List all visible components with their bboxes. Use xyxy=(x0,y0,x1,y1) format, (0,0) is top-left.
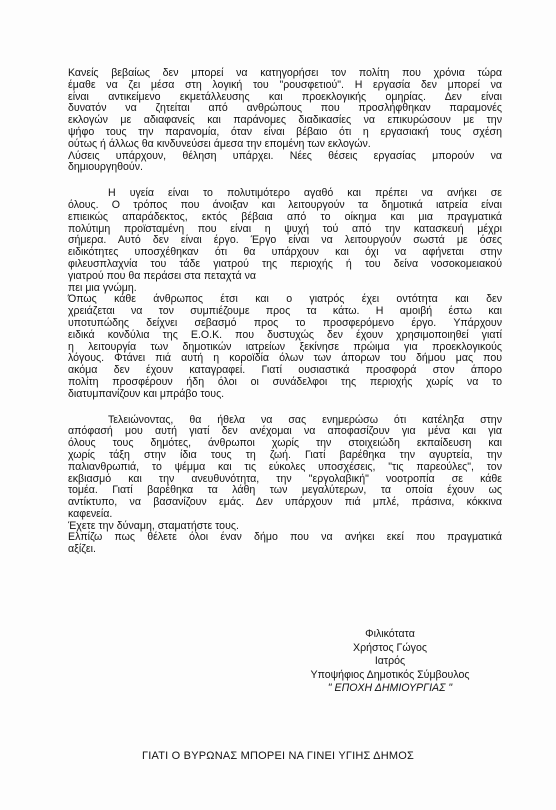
text-line: είναι αντικείμενο εκμετάλλευσης και προεκλογικής ομηρίας. Δεν είναι xyxy=(68,90,502,103)
text-line: λόγους. Φτάνει πιά αυτή η κοροϊδία όλων των άπορων του δήμου μας που xyxy=(68,352,502,365)
text-line: ούτως ή άλλως θα κινδυνεύσει άμεσα την επομένη των εκλογών. xyxy=(68,137,371,150)
text-line: χρειάζεται να τον συμπιέζουμε προς τα κάτω. Η αμοιβή έστω και xyxy=(68,305,502,318)
text-line: καφενεία. xyxy=(68,507,113,520)
text-line: πολύτιμη προϊσταμένη που είναι η ψυχή τού από την κατασκευή μέχρι xyxy=(68,222,502,235)
text-line: Ελπίζω πως θέλετε όλοι έναν δήμο που να ανήκει εκεί που πραγματικά xyxy=(68,531,502,544)
text-line: Έχετε την δύναμη, σταματήστε τους. xyxy=(68,519,239,532)
text-line: ακόμα δεν έχουν καταγραφεί. Γιατί ουσιαστικά προσφορά στον άπορο xyxy=(68,364,502,377)
text-line: έμαθε να ζει μέσα στη λογική του "ρουσφετιού". Η εργασία δεν μπορεί να xyxy=(68,78,502,91)
text-line: τομέα. Γιατί βαρέθηκα τα λάθη των μεγαλύτερων, τα οποία έχουν ως xyxy=(68,484,502,497)
text-line: ειδικά κονδύλια της Ε.Ο.Κ. που δυστυχώς δεν έχουν χρησιμοποιηθεί γιατί xyxy=(68,328,502,341)
author-profession: Ιατρός xyxy=(374,655,406,668)
letter-body xyxy=(68,68,502,556)
paragraph-conclusion xyxy=(68,415,502,521)
text-line: ειδικότητες υποσχέθηκαν ότι θα υπάρχουν και όχι να αφήνεται στην xyxy=(68,246,502,259)
text-line: υποτυπώδης δείχνει σεβασμό προς το προσφερόμενο έργο. Υπάρχουν xyxy=(68,316,502,329)
text-line: Τελειώνοντας, θα ήθελα να σας ενημερώσω ότι κατέληξα στην xyxy=(108,413,502,426)
text-line: Η υγεία είναι το πολυτιμότερο αγαθό και πρέπει να ανήκει σε xyxy=(108,187,502,200)
author-role: Υποψήφιος Δημοτικός Σύμβουλος xyxy=(310,668,470,681)
closing-salutation: Φιλικότατα xyxy=(365,628,415,640)
text-line: Όπως κάθε άνθρωπος έτσι και ο γιατρός έχει οντότητα και δεν xyxy=(68,293,502,306)
text-line: διατυμπανίζουν και μπράβο τους. xyxy=(68,387,225,400)
text-line: αξίζει. xyxy=(68,543,96,556)
text-line: σήμερα. Αυτό δεν είναι έργο. Έργο είναι να λειτουργούν σωστά με όσες xyxy=(68,234,502,247)
party-name: " ΕΠΟΧΗ ΔΗΜΙΟΥΡΓΙΑΣ " xyxy=(327,682,453,695)
text-line: απόφασή μου αυτή γιατί δεν ανέχομαι να αποφασίζουν για μένα και για xyxy=(68,425,502,438)
text-line: χωρίς τάξη στην ίδια τους τη ζωή. Γιατί βαρέθηκα την αγυρτεία, την xyxy=(68,448,502,461)
text-line: πει μια γνώμη. xyxy=(68,281,137,294)
text-line: επιεικώς απαράδεκτος, εκτός βέβαια από το οίκημα και μια πραγματικά xyxy=(68,210,502,223)
paragraph-doctors xyxy=(68,294,502,400)
text-line: αντίκτυπο, να βασανίζουν εμάς. Δεν υπάρχουν πιά μπλέ, πράσινα, κόκκινα xyxy=(68,496,502,509)
paragraph-health xyxy=(68,188,502,294)
text-line: γιατρού που θα περάσει στα πεταχτά να xyxy=(68,269,257,282)
paragraph-gap xyxy=(68,401,502,415)
text-line: δυνατόν να ζητείται από ανθρώπους που προσλήφθηκαν παραμονές xyxy=(68,102,502,115)
text-line: παλιανθρωπιά, το ψέμμα και τις εύκολες υποσχέσεις, "τις παρεούλες", τον xyxy=(68,460,502,473)
signature-block xyxy=(290,628,490,696)
paragraph-closing xyxy=(68,521,502,556)
text-line: πολίτη προσφέρουν ήδη όλοι οι συνάδελφοι της περιοχής χωρίς να το xyxy=(68,375,502,388)
campaign-slogan: ΓΙΑΤΙ Ο ΒΥΡΩΝΑΣ ΜΠΟΡΕΙ ΝΑ ΓΙΝΕΙ ΥΓΙΗΣ ΔΗΜΟΣ xyxy=(142,750,414,762)
text-line: όλους τους δημότες, άνθρωποι χωρίς την στοιχειώδη εκπαίδευση και xyxy=(68,437,502,450)
text-line: εκβιασμό και την ανευθυνότητα, την "εργολαβική" νοοτροπία σε κάθε xyxy=(68,472,502,485)
text-line: ψήφο τους την παρανομία, όταν είναι βέβαιο ότι η εργασιακή τους σχέση xyxy=(68,125,502,138)
text-line: εκλογών με αδιαφανείς και παράνομες διαδικασίες να επικυρώσουν με την xyxy=(68,114,502,127)
text-line: Λύσεις υπάρχουν, θέληση υπάρχει. Νέες θέσεις εργασίας μπορούν να xyxy=(68,149,502,162)
paragraph-gap xyxy=(68,174,502,188)
author-name: Χρήστος Γώγος xyxy=(353,641,427,654)
text-line: δημιουργηθούν. xyxy=(68,161,143,174)
text-line: φιλευσπλαχνία του τάδε γιατρού της περιοχής ή του δείνα νοσοκομειακού xyxy=(68,257,502,270)
text-line: όλους. Ο τρόπος που άνοιξαν και λειτουργούν τα δημοτικά ιατρεία είναι xyxy=(68,198,502,211)
text-line: η λειτουργία των δημοτικών ιατρείων ξεκίνησε πρώιμα για προεκλογικούς xyxy=(68,340,502,353)
paragraph-employment xyxy=(68,68,502,174)
text-line: Κανείς βεβαίως δεν μπορεί να κατηγορήσει τον πολίτη που χρόνια τώρα xyxy=(68,67,502,79)
